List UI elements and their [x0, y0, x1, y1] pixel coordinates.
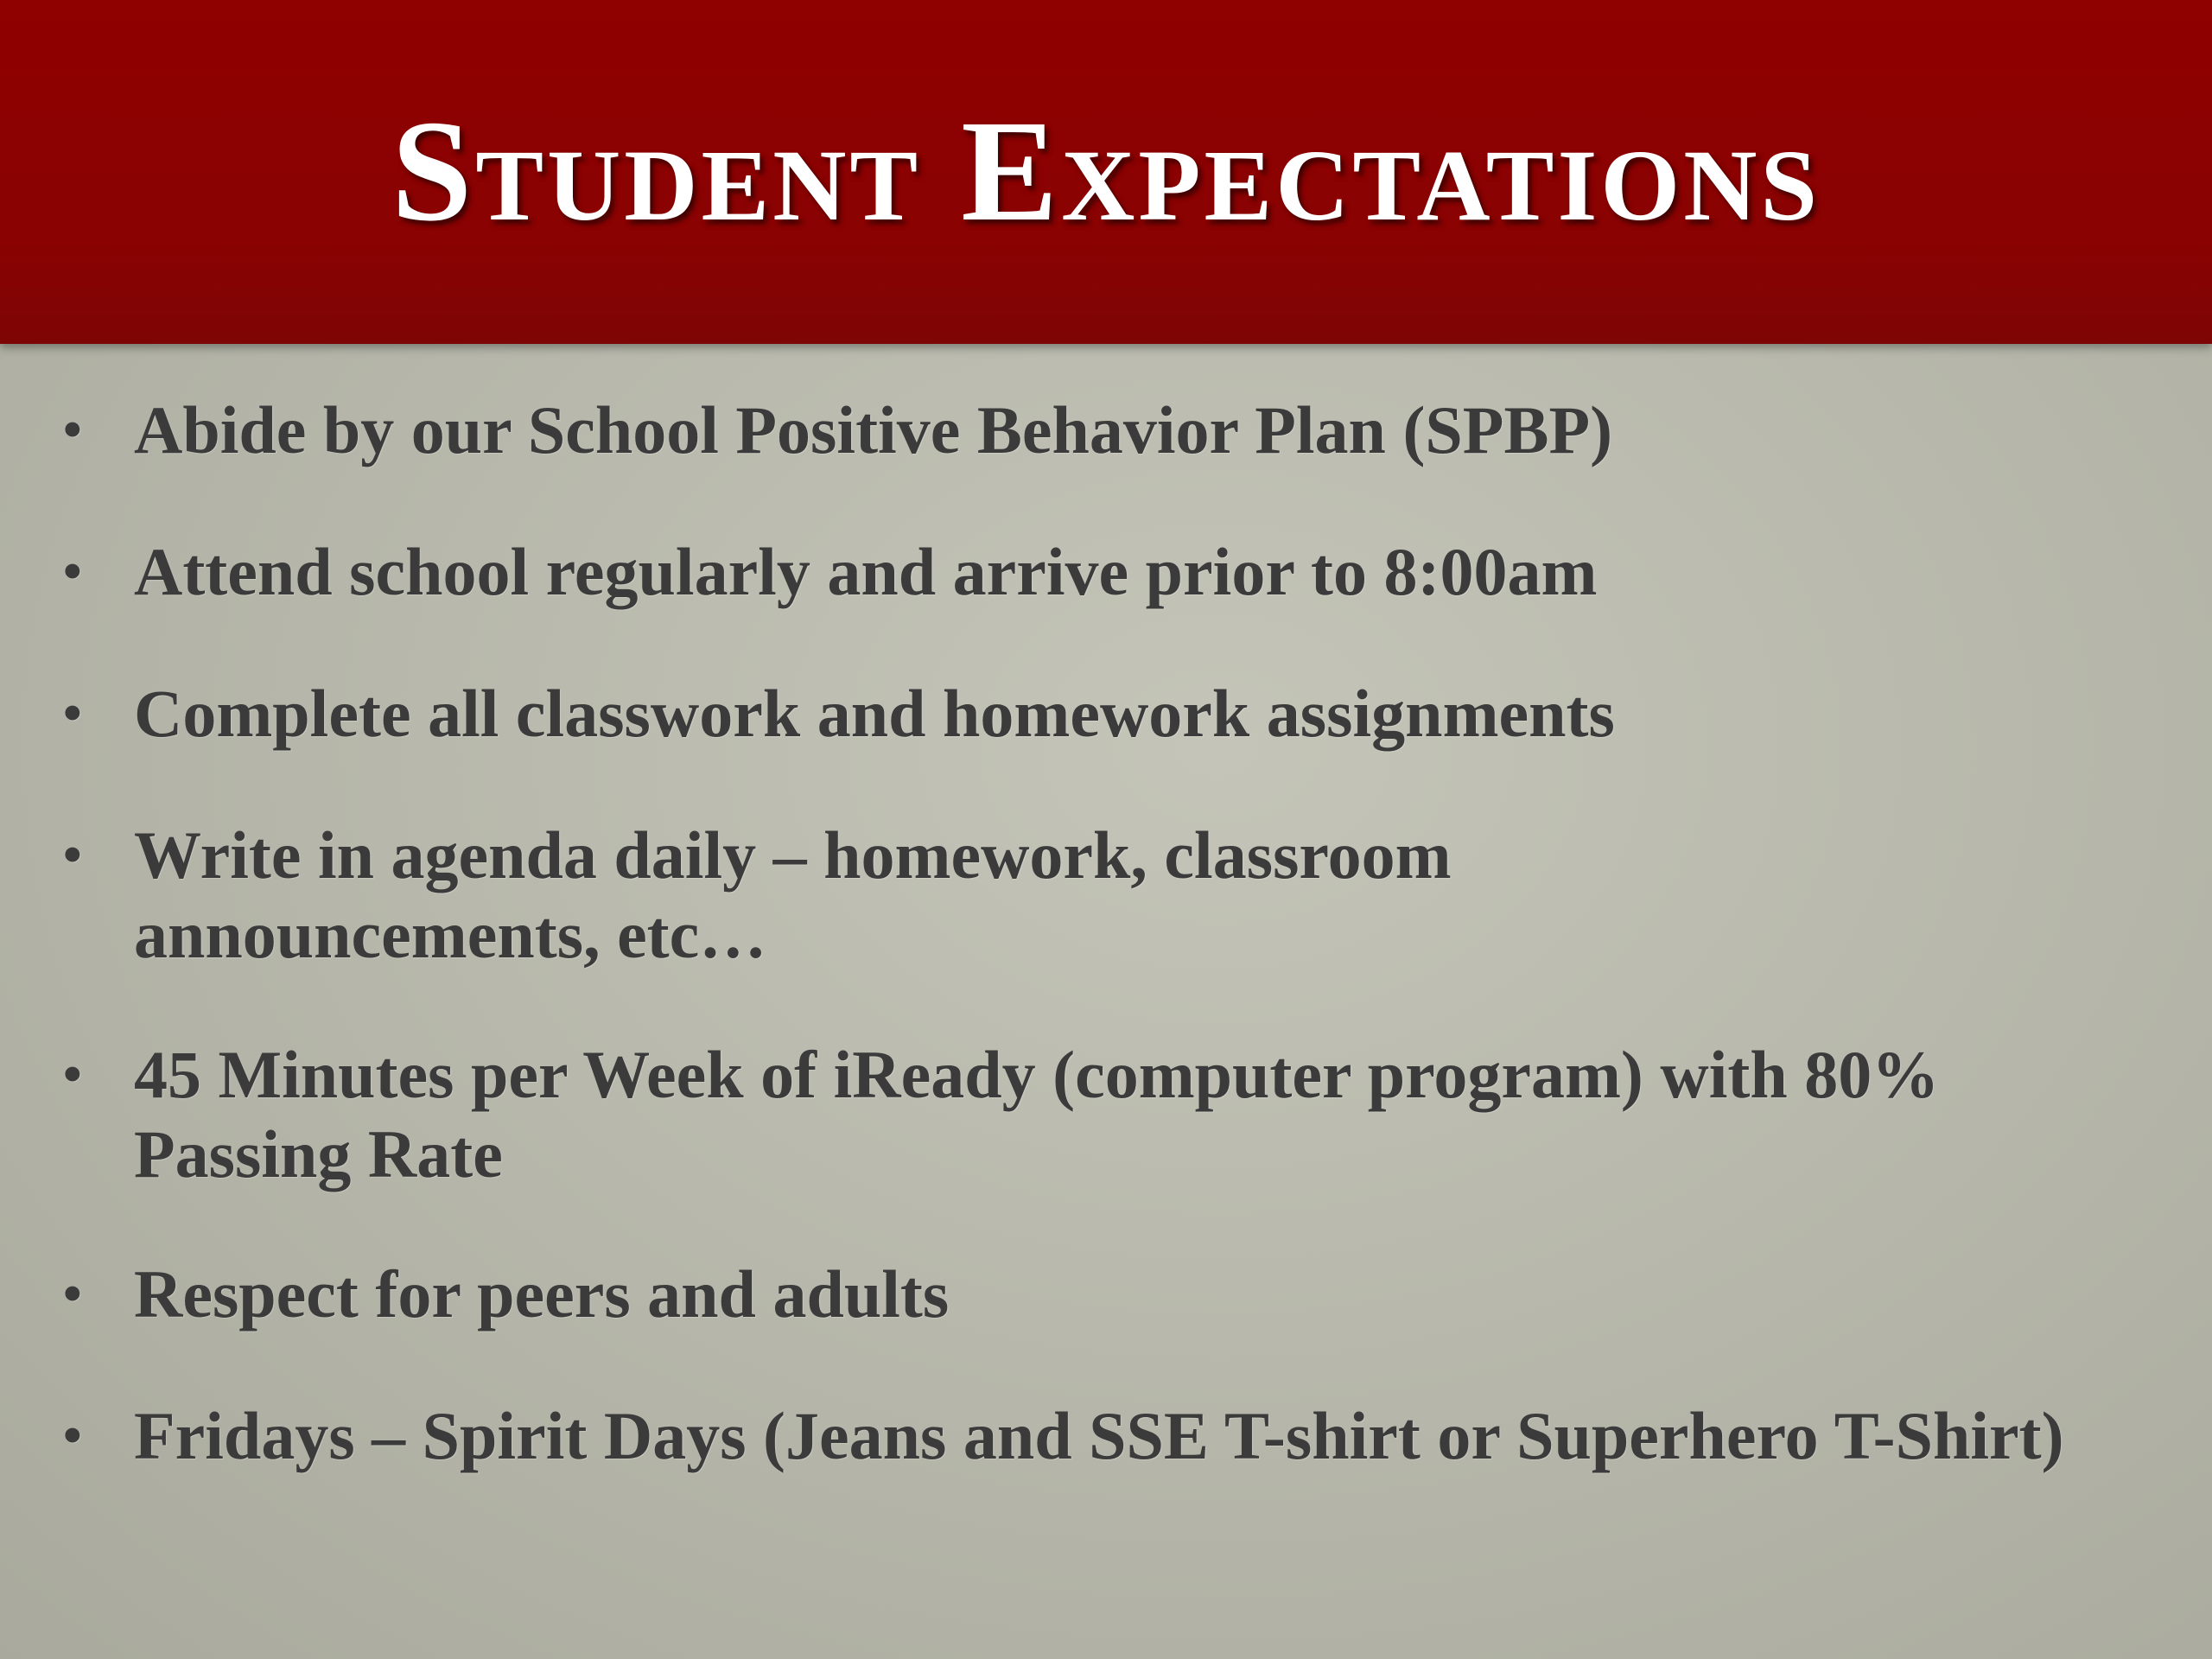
- bullet-item: • Abide by our School Positive Behavior Plan (SPBP): [134, 391, 2121, 470]
- bullet-item: • Respect for peers and adults: [134, 1255, 2121, 1334]
- bullet-item: • Complete all classwork and homework assignments: [134, 674, 2121, 753]
- bullet-item: • Attend school regularly and arrive prior to 8:00am: [134, 532, 2121, 612]
- bullet-item: • Write in agenda daily – homework, classroom announcements, etc…: [134, 816, 1732, 975]
- bullet-item: • Fridays – Spirit Days (Jeans and SSE T-shirt or Superhero T-Shirt): [134, 1396, 2147, 1476]
- slide-title: Student Expectations: [391, 91, 1821, 251]
- bullet-item: • 45 Minutes per Week of iReady (computer program) with 80% Passing Rate: [134, 1035, 2087, 1194]
